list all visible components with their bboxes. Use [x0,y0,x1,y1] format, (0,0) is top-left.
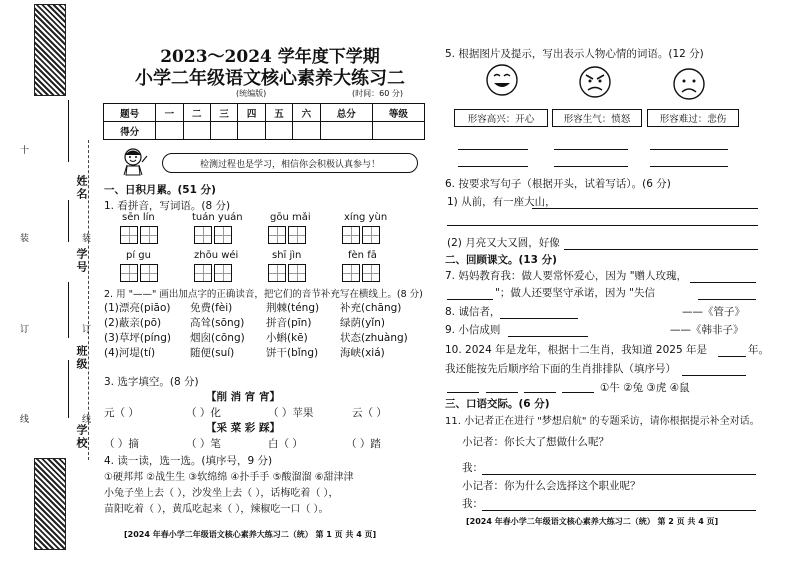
q3-blank[interactable]: （ ）踏 [346,438,381,450]
sad-face-icon [672,67,706,101]
score-header-cell: 四 [238,104,265,122]
write-boxes-7[interactable] [268,264,308,282]
score-cell[interactable] [183,122,210,140]
q11-me-2: 我： [462,498,483,510]
section3-heading: 三、口语交际。(6 分) [445,398,550,410]
pinyin-5: pí gu [126,250,151,261]
q2-item: (1)漂亮(piāo) [104,302,171,314]
answer-line[interactable] [447,392,479,393]
binding-mark-4: 线 [20,415,30,425]
page2-footer: [2024 年春小学二年级语文核心素养大练习二（统） 第 2 页 共 4 页] [466,517,719,526]
q3-blank[interactable]: （ ）笔 [186,438,221,450]
hatch-pattern-top [34,4,66,96]
binding-strip [0,0,96,561]
answer-line[interactable] [718,356,746,357]
q2-prompt: 2. 用 "——" 画出加点字的正确读音，把它们的音节补充写在横线上。(8 分) [104,289,423,300]
score-cell[interactable] [265,122,292,140]
write-boxes-6[interactable] [194,264,234,282]
write-boxes-4[interactable] [342,226,382,244]
answer-line[interactable] [650,166,728,167]
answer-line[interactable] [486,392,518,393]
binding-mark-3: 订 [20,325,30,335]
q2-item: (3)草坪(píng) [104,332,171,344]
write-boxes-3[interactable] [268,226,308,244]
number-label: 学号 [75,248,88,274]
q2-item: 荆棘(téng) [266,302,320,314]
q2-item: 补充(chāng) [340,302,402,314]
write-boxes-5[interactable] [120,264,160,282]
q4-line-1[interactable]: 小兔子坐上去（ ），沙发坐上去（ ），话梅吃着（ ）， [104,488,339,499]
answer-line[interactable] [554,149,628,150]
pinyin-2: tuán yuán [192,212,243,223]
time-label: (时间：60 分) [352,89,403,98]
binding-mark-1: 十 [20,146,30,156]
score-header-cell: 六 [293,104,320,122]
edition-label: (统编版) [236,89,267,98]
q3-blank[interactable]: 元（ ） [104,407,139,419]
score-cell[interactable] [372,122,424,140]
answer-line[interactable] [447,225,758,226]
q3-char-group-1: 【削 消 宵 宵】 [206,391,280,403]
q2-item: 海峡(xiá) [340,347,385,359]
q7-line-2: "；做人还要坚守承诺，因为 "失信 [495,287,655,299]
q10-order-prompt: 我还能按先后顺序给下面的生肖排排队（填序号） [445,363,676,375]
pinyin-1: sēn lín [122,212,155,223]
answer-line[interactable] [564,249,758,250]
class-field[interactable] [68,282,69,338]
answer-line[interactable] [650,149,728,150]
score-cell[interactable] [210,122,237,140]
q2-item: 拼音(pīn) [266,317,312,329]
q6-2-prompt: (2) 月亮又大又圆，好像 [447,237,560,249]
pinyin-7: shī jìn [272,250,302,261]
answer-line[interactable] [482,474,756,475]
q3-blank[interactable]: 白（ ） [268,438,303,450]
number-field[interactable] [68,200,69,242]
exam-year-title: 2023～2024 学年度下学期 [160,47,380,67]
face-label-angry: 形容生气：愤怒 [552,109,642,127]
answer-line[interactable] [562,392,594,393]
q4-line-2[interactable]: 苗阳吃着（ ），黄瓜吃起来（ ），辣椒吃一口（ ）。 [104,504,329,515]
encourage-bubble: 检测过程也是学习，相信你会积极认真参与！ [162,153,418,173]
hatch-pattern-bottom [34,458,66,550]
smile-face-icon [485,63,519,97]
q4-options: ①硬邦邦 ②战生生 ③软绵绵 ④扑手手 ⑤酸溜溜 ⑥甜津津 [104,472,354,483]
answer-line[interactable] [482,510,756,511]
q3-blank[interactable]: （ ）苹果 [268,407,314,419]
score-row-label: 得分 [104,122,156,140]
score-table [103,103,425,140]
q2-item: 免费(fèi) [190,302,233,314]
score-header-cell: 二 [183,104,210,122]
q1-prompt: 1. 看拼音，写词语。(8 分) [104,200,231,212]
school-label: 学校 [75,424,88,450]
score-cell[interactable] [156,122,183,140]
q3-prompt: 3. 选字填空。(8 分) [104,376,199,388]
face-label-happy: 形容高兴：开心 [454,109,548,127]
write-boxes-1[interactable] [120,226,160,244]
q9-prompt: 9. 小信成则 [445,324,501,336]
q2-item: 状态(zhuàng) [340,332,408,344]
q2-item: 小蝌(kē) [266,332,308,344]
score-header-cell: 总分 [320,104,372,122]
answer-line[interactable] [698,299,756,300]
q8-source: ——《管子》 [682,306,745,318]
angry-face-icon [578,65,612,99]
section2-heading: 二、回顾课文。(13 分) [445,254,557,266]
q11-reporter-1: 小记者：你长大了想做什么呢？ [462,436,609,448]
pinyin-4: xíng yùn [344,212,388,223]
q3-blank[interactable]: （ ）化 [186,407,221,419]
page1-footer: [2024 年春小学二年级语文核心素养大练习二（统） 第 1 页 共 4 页] [124,530,377,539]
answer-line[interactable] [458,166,528,167]
binding-mark-5: 装 [82,234,92,244]
binding-mark-6: 订 [82,325,92,335]
q4-prompt: 4. 读一读，选一选。(填序号，9 分) [104,455,273,467]
pinyin-3: gōu mǎi [270,212,311,223]
answer-line[interactable] [690,282,756,283]
q9-source: ——《韩非子》 [670,324,744,336]
q3-blank[interactable]: （ ）摘 [104,438,139,450]
exam-title: 小学二年级语文核心素养大练习二 [135,68,405,89]
mascot-child-icon [118,146,148,176]
q2-item: (4)河堤(tí) [104,347,156,359]
score-header-cell: 三 [210,104,237,122]
answer-line[interactable] [508,336,588,337]
q3-char-group-2: 【采 菜 彩 踩】 [206,422,280,434]
pinyin-6: zhōu wéi [194,250,239,261]
answer-line[interactable] [458,149,528,150]
q7-line-1: 7. 妈妈教育我：做人要常怀爱心，因为 "赠人玫瑰， [445,270,688,282]
binding-mark-2: 装 [20,234,30,244]
binding-mark-7: 线 [82,415,92,425]
name-label: 姓名 [75,175,88,201]
q2-item: 烟囱(cōng) [190,332,245,344]
q5-prompt: 5. 根据图片及提示，写出表示人物心情的词语。(12 分) [445,48,704,60]
write-boxes-8[interactable] [342,264,382,282]
score-cell[interactable] [320,122,372,140]
answer-line[interactable] [447,299,493,300]
face-label-sad: 形容难过：悲伤 [647,109,739,127]
section1-heading: 一、日积月累。(51 分) [104,184,216,196]
q2-item: 绿荫(yǐn) [340,317,385,329]
q2-item: 高耸(sōng) [190,317,245,329]
q10-options: ①牛 ②兔 ③虎 ④鼠 [600,382,690,394]
write-boxes-2[interactable] [194,226,234,244]
class-label: 班级 [75,345,88,371]
answer-line[interactable] [682,375,746,376]
score-header-cell: 五 [265,104,292,122]
q2-item: 饼干(bǐng) [266,347,319,359]
score-header-cell: 题号 [104,104,156,122]
answer-line[interactable] [554,166,628,167]
score-header-cell: 一 [156,104,183,122]
school-field[interactable] [68,360,69,418]
q2-item: (2)蔽亲(pō) [104,317,162,329]
answer-line[interactable] [524,392,556,393]
q2-item: 随便(suí) [190,347,235,359]
score-cell[interactable] [238,122,265,140]
answer-line[interactable] [532,208,758,209]
q6-1-prompt: 1) 从前，有一座大山， [447,196,556,208]
q11-prompt: 11. 小记者正在进行 "梦想启航" 的专题采访，请你根据提示补全对话。 [445,416,760,427]
pinyin-8: fèn fā [348,250,377,261]
answer-line[interactable] [500,318,578,319]
q10-end: 年。 [748,344,769,356]
q11-me-1: 我： [462,462,483,474]
name-field[interactable] [68,100,69,162]
q10-prompt: 10. 2024 年是龙年，根据十二生肖，我知道 2025 年是 [445,344,707,356]
q6-prompt: 6. 按要求写句子（根据开头，试着写话）。(6 分) [445,178,671,190]
q3-blank[interactable]: 云（ ） [352,407,387,419]
q11-reporter-2: 小记者：你为什么会选择这个职业呢？ [462,480,641,492]
score-header-cell: 等级 [372,104,424,122]
q8-prompt: 8. 诚信者， [445,306,501,318]
score-cell[interactable] [293,122,320,140]
